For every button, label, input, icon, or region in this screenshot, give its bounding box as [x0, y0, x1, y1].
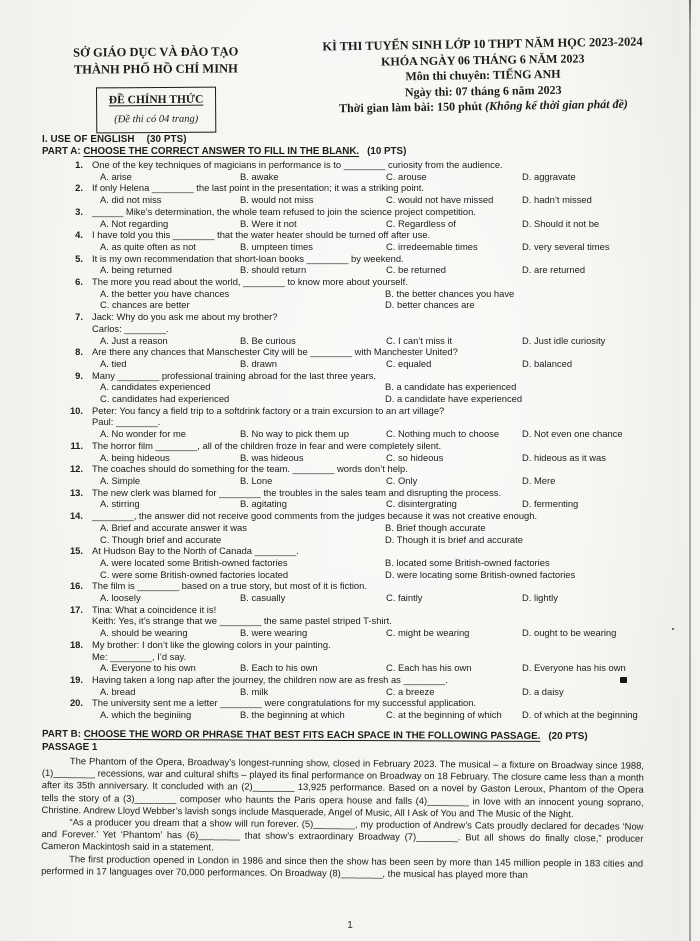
option-A: A. Brief and accurate answer it was	[100, 521, 247, 533]
question-number: 16.	[69, 580, 83, 592]
option-B: B. Were it not	[240, 217, 297, 229]
question-text: ________, the answer did not receive good comments from the judges because it was not creative enough.	[92, 510, 538, 522]
question-number: 8.	[75, 346, 83, 358]
exam-duration-text: Thời gian làm bài: 150 phút	[338, 99, 486, 116]
question-10	[42, 405, 644, 440]
answer-options	[100, 288, 644, 311]
question-text: If only Helena ________ the last point in the presentation; it was a striking point.	[92, 182, 424, 194]
option-B: B. milk	[240, 685, 269, 697]
question-8	[42, 346, 644, 369]
option-A: A. tied	[100, 357, 127, 369]
issuer-line-1: SỞ GIÁO DỤC VÀ ĐÀO TẠO	[73, 44, 239, 60]
option-C: C. equaled	[386, 357, 432, 369]
option-B: B. Lone	[240, 474, 273, 486]
question-number: 6.	[75, 276, 83, 288]
question-number	[42, 416, 92, 428]
option-A: A. as quite often as not	[100, 240, 196, 252]
question-text: Paul: ________.	[92, 416, 161, 428]
question-line	[42, 651, 644, 663]
question-text: Carlos: ________.	[92, 322, 169, 334]
option-C: C. Only	[386, 474, 418, 486]
question-text: The university sent me a letter ________ were congratulations for my successful application.	[92, 697, 477, 709]
question-number	[42, 615, 92, 627]
section-1-points: (30 PTS)	[146, 134, 187, 145]
option-D: D. a candidate have experienced	[385, 393, 523, 405]
exam-title: KÌ THI TUYỂN SINH LỚP 10 THPT NĂM HỌC 2023-2024	[322, 34, 643, 54]
option-A: A. candidates experienced	[100, 381, 211, 393]
question-number: 4.	[75, 229, 83, 241]
option-B: B. should return	[240, 264, 307, 276]
passage-1-text	[41, 755, 644, 882]
option-D: D. Not even one chance	[522, 428, 623, 440]
question-15	[42, 545, 644, 580]
option-C: C. Regardless of	[386, 217, 456, 229]
answer-options	[100, 264, 644, 276]
option-D: D. a daisy	[522, 685, 564, 697]
option-D: D. Mere	[522, 474, 556, 486]
question-text: My brother: I don’t like the glowing colors in your painting.	[92, 638, 331, 650]
question-line	[42, 229, 644, 241]
question-text: I have told you this ________ that the water heater should be turned off after use.	[92, 229, 431, 241]
option-C: C. faintly	[386, 592, 423, 604]
question-line	[42, 323, 644, 335]
option-D: D. Should it not be	[522, 217, 600, 229]
answer-options	[100, 218, 644, 230]
question-line	[42, 416, 644, 428]
section-1-heading	[42, 134, 644, 145]
part-a-points: (10 PTS)	[367, 146, 407, 157]
option-B: B. was hideous	[240, 451, 304, 463]
question-line	[42, 545, 644, 557]
question-14	[42, 510, 644, 545]
option-A: A. No wonder for me	[100, 428, 186, 440]
question-13	[42, 487, 644, 510]
question-20	[42, 697, 644, 720]
answer-options	[100, 686, 644, 698]
option-D: D. ought to be wearing	[522, 627, 617, 639]
option-D: D. hideous as it was	[522, 451, 606, 463]
exam-pages-note: (Đề thi có 04 trang)	[114, 113, 199, 126]
option-D: D. Though it is brief and accurate	[385, 533, 523, 545]
question-12	[42, 463, 644, 486]
option-D: D. were locating some British-owned factories	[385, 568, 576, 580]
option-B: B. the better chances you have	[385, 287, 515, 299]
question-line	[42, 405, 644, 417]
option-B: B. umpteen times	[240, 240, 313, 252]
option-C: C. chances are better	[100, 299, 190, 311]
question-number	[42, 651, 92, 663]
option-B: B. casually	[240, 592, 286, 604]
option-B: B. No way to pick them up	[240, 428, 349, 440]
option-C: C. irredeemable times	[386, 240, 478, 252]
question-line	[42, 370, 644, 382]
option-A: A. being hideous	[100, 451, 170, 463]
option-A: A. were located some British-owned factories	[100, 556, 288, 568]
option-D: D. are returned	[522, 264, 586, 276]
question-number: 9.	[75, 369, 83, 381]
part-a-title: CHOOSE THE CORRECT ANSWER TO FILL IN THE BLANK.	[83, 146, 360, 157]
question-line	[42, 463, 644, 475]
option-B: B. agitating	[240, 498, 287, 510]
question-text: Peter: You fancy a field trip to a softdrink factory or a train excursion to an art village?	[92, 404, 445, 416]
question-3	[42, 206, 644, 229]
question-number: 18.	[69, 638, 83, 650]
question-text: At Hudson Bay to the North of Canada ________.	[92, 545, 299, 557]
question-line	[42, 639, 644, 651]
question-line	[42, 604, 644, 616]
option-D: D. Everyone has his own	[522, 662, 626, 674]
exam-body	[41, 134, 644, 880]
page-number: 1	[347, 920, 353, 931]
option-A: A. bread	[100, 685, 136, 697]
question-6	[42, 276, 644, 311]
option-A: A. Simple	[100, 474, 141, 486]
question-line	[42, 674, 644, 686]
part-a-label: PART A:	[42, 146, 84, 157]
scan-speck	[672, 628, 674, 630]
section-1-title: I. USE OF ENGLISH	[42, 134, 135, 145]
question-list	[42, 159, 644, 721]
option-B: B. Be curious	[240, 334, 296, 346]
header-issuer	[40, 43, 273, 134]
option-C: C. a breeze	[386, 685, 435, 697]
option-C: C. would not have missed	[386, 194, 494, 206]
option-C: C. were some British-owned factories located	[100, 568, 289, 580]
option-C: C. Each has his own	[386, 662, 472, 674]
question-text: The more you read about the world, ________ to know more about yourself.	[92, 276, 408, 288]
question-line	[42, 276, 644, 288]
question-number: 5.	[75, 252, 83, 264]
option-A: A. stirring	[100, 498, 140, 510]
option-D: D. better chances are	[385, 299, 475, 311]
answer-options	[100, 522, 644, 545]
question-line	[42, 159, 644, 171]
answer-options	[100, 358, 644, 370]
question-4	[42, 229, 644, 252]
option-B: B. Each to his own	[240, 662, 318, 674]
header-exam-info	[291, 34, 674, 118]
option-D: D. aggravate	[522, 170, 576, 182]
question-number: 19.	[69, 673, 83, 685]
option-A: A. should be wearing	[100, 627, 188, 639]
question-number: 2.	[75, 182, 83, 194]
question-text: Many ________ professional training abroad for the last three years.	[92, 369, 377, 381]
question-number: 13.	[69, 486, 83, 498]
exam-session: KHÓA NGÀY 06 THÁNG 6 NĂM 2023	[380, 50, 585, 69]
option-C: C. at the beginning of which	[386, 709, 502, 721]
official-exam-box	[96, 87, 217, 134]
answer-options	[100, 241, 644, 253]
option-D: D. fermenting	[522, 498, 579, 510]
question-line	[42, 580, 644, 592]
question-line	[42, 615, 644, 627]
question-text: The film is ________ based on a true story, but most of it is fiction.	[92, 580, 367, 592]
question-18	[42, 639, 644, 674]
option-B: B. awake	[240, 170, 279, 182]
scan-edge-line	[689, 0, 691, 941]
question-number: 7.	[75, 311, 83, 323]
question-line	[42, 440, 644, 452]
official-exam-title: ĐỀ CHÍNH THỨC	[108, 93, 204, 107]
question-number	[42, 323, 92, 335]
exam-date: Ngày thi: 07 tháng 6 năm 2023	[404, 82, 562, 100]
option-D: D. balanced	[522, 357, 573, 369]
question-number: 11.	[70, 439, 83, 451]
question-line	[42, 253, 644, 265]
option-B: B. the beginning at which	[240, 709, 345, 721]
question-number: 17.	[69, 603, 83, 615]
option-A: A. did not miss	[100, 194, 162, 206]
question-text: One of the key techniques of magicians in performance is to ________ curiosity from the audience.	[92, 159, 503, 170]
question-1	[42, 159, 644, 182]
question-19	[42, 674, 644, 697]
option-D: D. Just idle curiosity	[522, 334, 606, 346]
question-number: 20.	[69, 697, 83, 709]
option-A: A. loosely	[100, 592, 141, 604]
issuer-line-2: THÀNH PHỐ HỒ CHÍ MINH	[73, 61, 238, 77]
passage-1-label: PASSAGE 1	[42, 741, 98, 753]
option-A: A. arise	[100, 170, 132, 182]
answer-options	[100, 592, 644, 604]
option-C: C. might be wearing	[386, 627, 470, 639]
question-9	[42, 370, 644, 405]
question-line	[42, 510, 644, 522]
question-text: Keith: Yes, it’s strange that we ________ the same pastel striped T-shirt.	[92, 615, 392, 627]
part-a-heading	[42, 146, 644, 157]
answer-options	[100, 498, 644, 510]
option-B: B. were wearing	[240, 627, 308, 639]
question-2	[42, 182, 644, 205]
option-D: D. of which at the beginning	[522, 709, 638, 721]
answer-options	[100, 171, 644, 183]
question-line	[42, 311, 644, 323]
option-C: C. so hideous	[386, 451, 444, 463]
question-number: 12.	[69, 463, 83, 475]
answer-options	[100, 194, 644, 206]
question-5	[42, 253, 644, 276]
question-text: Jack: Why do you ask me about my brother?	[92, 311, 278, 323]
part-b-title: CHOOSE THE WORD OR PHRASE THAT BEST FITS EACH SPACE IN THE FOLLOWING PASSAGE.	[83, 728, 541, 742]
question-text: Me: ________, I’d say.	[92, 650, 187, 662]
option-A: A. Everyone to his own	[100, 662, 196, 674]
question-text: The horror film ________, all of the children froze in fear and were completely silent.	[92, 439, 442, 451]
option-A: A. Not regarding	[100, 217, 169, 229]
answer-options	[100, 381, 644, 404]
question-text: Are there any chances that Manschester City will be ________ with Manchester United?	[92, 346, 458, 358]
answer-options	[100, 627, 644, 639]
answer-options	[100, 475, 644, 487]
question-text: Having taken a long nap after the journey, the children now are as fresh as ________.	[92, 673, 448, 685]
question-number: 3.	[75, 205, 83, 217]
option-B: B. drawn	[240, 357, 277, 369]
question-text: ______ Mike’s determination, the whole team refused to join the science project competition.	[92, 205, 476, 217]
question-text: It is my own recommendation that short-loan books ________ by weekend.	[92, 252, 404, 264]
option-C: C. disintergrating	[386, 498, 457, 510]
option-B: B. a candidate has experienced	[385, 381, 517, 393]
exam-duration-note: (Không kể thời gian phát đề)	[484, 97, 628, 114]
question-11	[42, 440, 644, 463]
question-number: 10.	[69, 404, 83, 416]
option-A: A. Just a reason	[100, 334, 168, 346]
question-7	[42, 311, 644, 346]
question-16	[42, 580, 644, 603]
part-b-label: PART B:	[41, 728, 84, 740]
question-number: 1.	[75, 159, 83, 170]
option-B: B. located some British-owned factories	[385, 556, 550, 568]
passage-paragraph: The first production opened in London in 1986 and since then the show has been seen by more than 145 million people in 183 cities and performed in 17 languages over 70,000 performances. On Broadway (8)________, the musical has played more than	[41, 852, 644, 880]
question-number: 15.	[69, 545, 83, 557]
answer-options	[100, 335, 644, 347]
part-b-heading	[42, 728, 644, 742]
question-number: 14.	[69, 510, 83, 522]
answer-options	[100, 709, 644, 721]
question-text: The coaches should do something for the team. ________ words don’t help.	[92, 463, 408, 475]
answer-options	[100, 452, 644, 464]
option-C: C. Nothing much to choose	[386, 428, 500, 440]
question-line	[42, 206, 644, 218]
option-C: C. I can’t miss it	[386, 334, 453, 346]
option-D: D. very several times	[522, 240, 610, 252]
answer-options	[100, 662, 644, 674]
option-C: C. candidates had experienced	[100, 393, 230, 405]
answer-options	[100, 557, 644, 580]
answer-options	[100, 428, 644, 440]
question-line	[42, 697, 644, 709]
option-B: B. would not miss	[240, 194, 314, 206]
option-A: A. which the beginiing	[100, 709, 192, 721]
option-A: A. the better you have chances	[100, 287, 230, 299]
passage-paragraph: The Phantom of the Opera, Broadway’s longest-running show, closed in February 2023. The musical – a fixture on Broadway since 1988, (1)________ recessions, war and cultural shifts – played its final performance on Broadway on 18 February. The closure came less than a month after its 35th anniversary. It concluded with an (2)________ 13,925 performance. Based on a novel by Gaston Leroux, Phantom of the Opera tells the story of a (3)________ composer who haunts the Paris opera house and falls (4)________ in love with an innocent young soprano, Christine. Andrew Lloyd Webber’s lavish songs include Masquerade, Angel of Music, All I Ask of You and The Music of the Night.	[41, 754, 644, 819]
exam-subject: Môn thi chuyên: TIẾNG ANH	[405, 66, 561, 84]
question-17	[42, 604, 644, 639]
option-C: C. Though brief and accurate	[100, 533, 222, 545]
option-C: C. be returned	[386, 264, 446, 276]
option-D: D. lightly	[522, 592, 558, 604]
question-text: Tina: What a coincidence it is!	[92, 603, 217, 615]
question-line	[42, 182, 644, 194]
question-line	[42, 487, 644, 499]
option-D: D. hadn’t missed	[522, 194, 592, 206]
option-B: B. Brief though accurate	[385, 521, 486, 533]
option-A: A. being returned	[100, 264, 172, 276]
question-line	[42, 346, 644, 358]
option-C: C. arouse	[386, 170, 427, 182]
question-text: The new clerk was blamed for ________ the troubles in the sales team and disrupting the process.	[92, 486, 502, 498]
part-b-points: (20 PTS)	[548, 730, 588, 742]
passage-paragraph: “As a producer you dream that a show will run forever. (5)________, my production of Andrew’s Cats proudly declared for decades ‘Now and Forever.’ Yet ‘Phantom’ has (6)________ that show’s extraordinary Broadway (7)________. But all shows do finally close,” producer Cameron Mackintosh said in a statement.	[41, 815, 644, 853]
